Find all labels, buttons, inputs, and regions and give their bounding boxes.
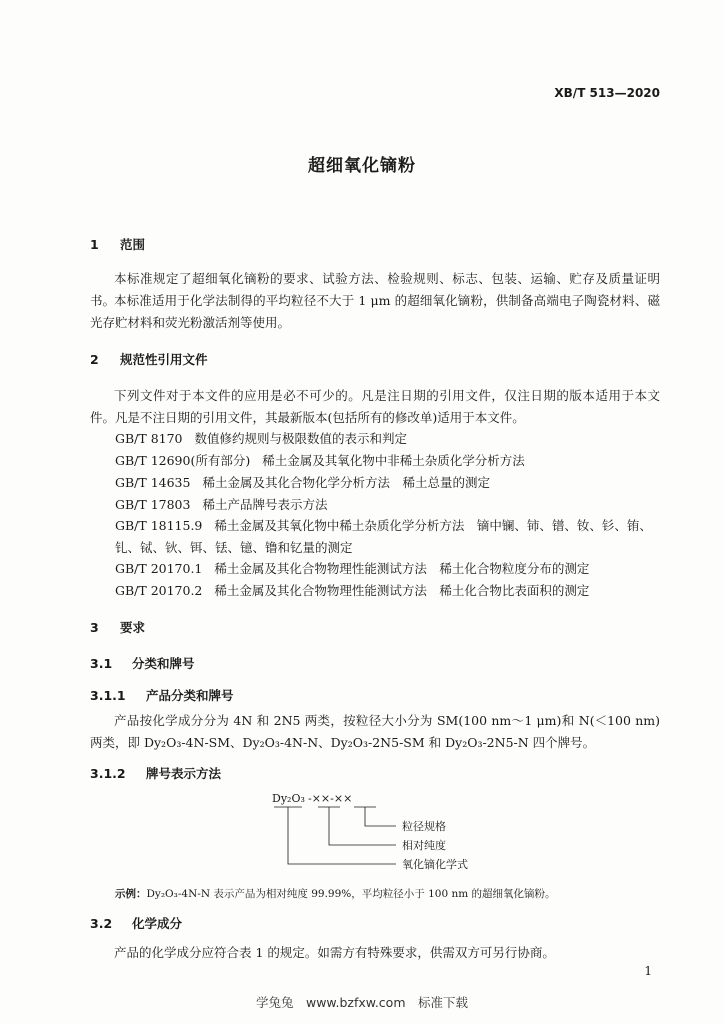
pattern-text: -××-×× <box>308 792 353 805</box>
section-number: 3 <box>90 620 99 635</box>
reference-title: 数值修约规则与极限数值的表示和判定 <box>194 431 408 446</box>
reference-item <box>115 429 407 447</box>
reference-code: GB/T 17803 <box>115 497 191 512</box>
section-title: 化学成分 <box>132 916 183 931</box>
reference-title: 稀土金属及其氧化物中稀土杂质化学分析方法 镝中镧、铈、镨、钕、钐、铕、钆、铽、钬、铒、铥、镱、镥和钇量的测定 <box>115 518 652 555</box>
section-title: 分类和牌号 <box>132 656 195 671</box>
reference-item <box>115 581 589 599</box>
paragraph: 下列文件对于本文件的应用是必不可少的。凡是注日期的引用文件，仅注日期的版本适用于本文件。凡是不注日期的引用文件，其最新版本(包括所有的修改单)适用于本文件。 <box>90 388 660 425</box>
section-title: 产品分类和牌号 <box>146 688 234 703</box>
subsection-3-2-heading <box>90 914 182 932</box>
section-2-heading <box>90 350 208 368</box>
reference-item <box>115 495 327 513</box>
section-number: 3.1.1 <box>90 688 126 703</box>
subsection-3-1-2-heading <box>90 764 221 782</box>
subsection-3-1-1-heading <box>90 686 234 704</box>
section-number: 3.1 <box>90 656 113 671</box>
reference-title: 稀土金属及其化合物化学分析方法 稀土总量的测定 <box>202 475 490 490</box>
section-number: 3.1.2 <box>90 766 126 781</box>
section-number: 1 <box>90 237 99 252</box>
subsection-3-1-heading <box>90 654 195 672</box>
example-text: Dy₂O₃-4N-N 表示产品为相对纯度 99.99%，平均粒径小于 100 nm 的超细氧化镝粉。 <box>146 888 556 900</box>
reference-item <box>115 451 525 469</box>
reference-code: GB/T 12690(所有部分) <box>115 453 251 468</box>
standard-number: XB/T 513—2020 <box>554 86 660 100</box>
section-number: 3.2 <box>90 916 113 931</box>
paragraph: 本标准规定了超细氧化镝粉的要求、试验方法、检验规则、标志、包装、运输、贮存及质量证明书。 <box>90 271 660 308</box>
grade-designation-diagram <box>268 786 508 886</box>
section-title: 规范性引用文件 <box>120 352 208 367</box>
section-3-heading <box>90 618 145 636</box>
reference-code: GB/T 18115.9 <box>115 518 203 533</box>
reference-title: 稀土金属及其化合物物理性能测试方法 稀土化合物粒度分布的测定 <box>214 561 590 576</box>
reference-item <box>115 473 490 491</box>
paragraph: 本标准适用于化学法制得的平均粒径不大于 1 μm 的超细氧化镝粉，供制备高端电子陶瓷材料、磁光存贮材料和荧光粉激活剂等使用。 <box>90 293 660 330</box>
example-note <box>115 886 556 901</box>
label-purity: 相对纯度 <box>402 839 446 852</box>
footer-watermark: 学兔兔 www.bzfxw.com 标准下载 <box>255 995 469 1010</box>
reference-code: GB/T 14635 <box>115 475 191 490</box>
reference-code: GB/T 20170.2 <box>115 583 203 598</box>
page-number: 1 <box>644 964 652 978</box>
formula-text: Dy₂O₃ <box>272 792 305 805</box>
reference-title: 稀土产品牌号表示方法 <box>202 497 328 512</box>
paragraph: 产品按化学成分分为 4N 和 2N5 两类，按粒径大小分为 SM(100 nm～1 μm)和 N(＜100 nm)两类，即 Dy₂O₃-4N-SM、Dy₂O₃-4N-N、Dy₂O₃-2N5-SM 和 Dy₂O₃-2N5-N 四个牌号。 <box>90 713 660 750</box>
label-particle-size: 粒径规格 <box>402 820 446 833</box>
section-title: 要求 <box>120 620 146 635</box>
reference-title: 稀土金属及其氧化物中非稀土杂质化学分析方法 <box>262 453 525 468</box>
section-title: 牌号表示方法 <box>146 766 222 781</box>
reference-code: GB/T 8170 <box>115 431 183 446</box>
example-prefix: 示例： <box>115 888 147 900</box>
reference-item <box>115 559 589 577</box>
paragraph: 产品的化学成分应符合表 1 的规定。如需方有特殊要求，供需双方可另行协商。 <box>114 945 555 960</box>
reference-item <box>115 515 675 559</box>
label-formula: 氧化镝化学式 <box>402 858 468 871</box>
document-title: 超细氧化镝粉 <box>308 156 416 176</box>
section-number: 2 <box>90 352 99 367</box>
reference-code: GB/T 20170.1 <box>115 561 203 576</box>
reference-title: 稀土金属及其化合物物理性能测试方法 稀土化合物比表面积的测定 <box>214 583 590 598</box>
section-1-heading <box>90 235 145 253</box>
section-title: 范围 <box>120 237 146 252</box>
